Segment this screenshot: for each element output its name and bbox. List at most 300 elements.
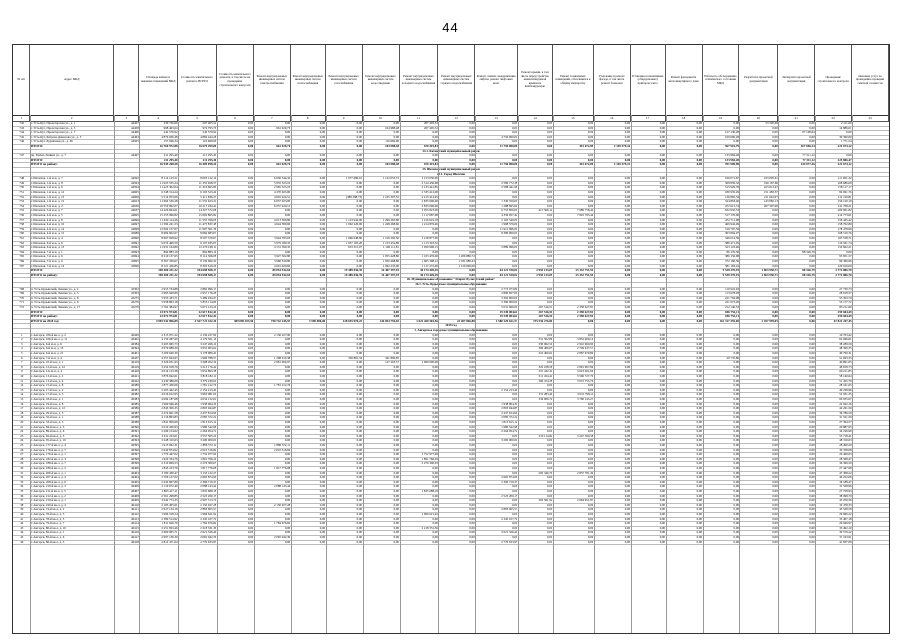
table-cell: 0,00 [547,291,553,296]
table-cell: 45694 [131,254,139,259]
table-cell: 0,00 [624,456,631,461]
table-cell: 28 490,20 [839,443,852,447]
table-cell: 0,00 [393,530,399,535]
table-cell: г. Ангарск, 84-й кв-л, д. 5 [30,424,65,429]
table-cell: 0,00 [393,470,399,475]
table-cell: 0,00 [393,295,399,300]
table-cell: 40387 [131,410,139,415]
table-cell: 194 698 508,17 [197,272,217,277]
table-cell: 0,00 [659,139,666,144]
table-cell: 23 332 751,94 [575,272,594,277]
table-cell: 0,00 [587,493,594,498]
column-number: 19 [703,115,740,121]
table-cell: 1 062 220,00 [345,222,363,227]
table-cell: 696 752,11 [725,309,739,314]
table-cell: 0,00 [469,134,475,139]
table-cell: 0,00 [547,153,553,158]
table-cell: 1 120 000,00 [458,263,475,268]
table-cell: 0,00 [512,346,518,351]
table-cell: 0,00 [733,383,739,388]
table-cell: 0,00 [284,452,291,457]
table-cell: 95 831,57 [839,254,852,259]
table-cell [115,314,139,318]
table-cell: 0,00 [512,443,518,447]
table-cell: 0,00 [696,438,703,443]
table-cell: 0,00 [469,360,475,365]
table-cell: 0,00 [624,443,631,447]
table-cell: 0,00 [247,130,254,135]
table-cell: 0,00 [512,139,518,144]
table-cell: 0,00 [624,259,631,263]
table-cell: 0,00 [809,438,815,443]
table-cell: 0,00 [659,305,666,309]
table-cell: 769 [19,291,25,296]
table-cell: 1 966 621,92 [421,512,438,516]
table-cell: 0,00 [809,245,815,250]
table-cell: 64 121 910,02 [499,272,518,277]
table-cell: 0,00 [587,484,594,489]
table-cell: 196 071,67 [725,176,739,181]
table-cell: 0,00 [247,470,254,475]
table-cell: 36 786,59 [839,410,852,415]
table-cell: 524 863,40 [725,199,739,204]
table-cell: 0,00 [809,429,815,434]
table-cell: 0,00 [696,240,703,245]
table-cell: 2 088 143,44 [273,484,291,489]
table-cell: 8 597 370,07 [200,236,217,240]
table-cell: 23 [20,433,24,438]
table-cell: 0,00 [772,144,778,148]
table-cell: 0,00 [809,341,815,346]
table-cell: 0,00 [547,415,553,420]
table-cell: 11 750 000,00 [499,144,518,148]
table-cell: 0,00 [696,420,703,424]
table-cell: ИТОГО: [30,309,44,314]
table-cell: 0,00 [284,346,291,351]
table-cell: 0,00 [469,521,475,526]
table-cell: 0,00 [547,222,553,227]
table-cell: 40385 [131,401,139,406]
table-cell: 0,00 [393,429,399,434]
table-cell: 0,00 [432,364,438,369]
table-cell: 11 664 536,28 [159,199,178,204]
table-cell: 0,00 [393,401,399,406]
table-cell: 0,00 [547,176,553,181]
table-cell: 0,00 [284,525,291,530]
table-cell: г. Ангарск, 6-й м-н, д. 15 [30,346,64,351]
table-cell: 0,00 [247,190,254,194]
table-cell: 136 865,34 [725,194,739,199]
table-cell: 752 [19,194,25,199]
table-cell: 0,00 [809,383,815,388]
table-cell: 0,00 [284,286,291,291]
table-cell: 158 702,80 [837,222,852,227]
table-cell: 701 900,98 [725,162,739,167]
table-cell: 15 [20,397,24,401]
table-cell: 0,00 [624,157,631,162]
table-cell: 0,00 [809,387,815,392]
table-cell: 0,00 [733,484,739,489]
table-cell: г. Ангарск, 15-й м-н, д. 8 [30,383,64,388]
table-cell: 0,00 [809,456,815,461]
column-number: 13 [475,115,518,121]
table-cell: 0,00 [319,530,326,535]
table-cell: 0,00 [587,479,594,484]
table-cell: 0,00 [547,387,553,392]
table-cell: 0,00 [284,397,291,401]
table-cell: 3 430 386,09 [161,378,178,383]
table-cell: 2 993 133,05 [536,272,553,277]
table-cell: 0,00 [432,346,438,351]
table-cell: 0,00 [733,397,739,401]
column-divider [631,115,632,633]
table-cell: 0,00 [512,125,518,130]
table-cell: 0,00 [587,332,594,337]
table-cell: 381 183,16 [725,263,739,268]
table-cell: 26 [20,447,24,452]
table-cell: г. Ангарск, 13-й м-н, д. 2 [30,374,64,378]
table-cell: 0,00 [319,470,326,475]
header-cell: Ремонт, замена, модернизация лифтов, ремонт лифтовых шахт [475,45,518,115]
table-cell: 3 392 600,00 [501,295,518,300]
table-cell: п. Усть-Ордынский, Ленина ул., д. 9 [30,300,79,305]
table-cell: г. Ангарск, 210-й кв-л, д. 3 [30,484,66,489]
table-cell: 2 335 412,00 [421,190,438,194]
table-cell: 31 [20,470,24,475]
table-cell: 0,00 [319,516,326,521]
table-cell: 0,00 [469,305,475,309]
table-cell: 0,00 [659,351,666,355]
table-cell: г. Шелехов, 4-й м-н, д. 8 [30,217,63,222]
table-cell: 0,00 [247,507,254,512]
table-cell: 0,00 [696,194,703,199]
table-cell: 12 [20,383,24,388]
table-cell: 1 050 468,80 [382,259,399,263]
table-cell: 0,00 [547,507,553,512]
table-cell: 0,00 [319,236,326,240]
table-cell: 0,00 [587,443,594,447]
table-cell: 0,00 [319,498,326,503]
table-cell: 0,00 [733,364,739,369]
table-cell: 0,00 [432,300,438,305]
table-cell: 40398 [131,456,139,461]
table-cell: 2 437 814,99 [200,410,217,415]
table-cell: 0,00 [696,521,703,526]
table-cell: 4 644 380,60 [273,222,291,227]
table-cell: 41 837,09 [839,539,852,544]
table-cell: 0,00 [809,226,815,231]
table-cell: 0,00 [512,341,518,346]
table-cell: 0,00 [469,309,475,314]
table-cell: 19 489 036,39 [344,272,363,277]
table-cell: 0,00 [319,157,326,162]
table-cell: 0,00 [772,470,778,475]
table-cell: 0,00 [659,443,666,447]
table-cell: 44593 [131,180,139,185]
table-cell: 0,00 [469,185,475,190]
table-cell: 55 177,72 [839,300,852,305]
table-cell: 2 315 971,22 [161,332,178,337]
table-cell: 0,00 [696,309,703,314]
header-cell: Оказание услуг по проведению проверки сметной стоимости [852,45,889,115]
column-number: 9 [326,115,363,121]
table-cell: 16 769 972,88 [159,144,178,148]
table-cell: 2 010 516,84 [200,447,217,452]
table-cell: 4 876 936,38 [161,134,178,139]
table-cell: 0,00 [624,351,631,355]
table-cell: 0,00 [393,452,399,457]
table-cell: г. Ангарск, 33-й м-н, д. 5 [30,420,64,424]
table-cell: 0,00 [432,153,438,158]
table-cell: 0,00 [469,139,475,144]
table-cell: 0,00 [356,539,363,544]
table-cell: 1 752 977,99 [200,452,217,457]
table-cell: 0,00 [512,521,518,526]
table-cell: 0,00 [659,392,666,397]
table-cell: 2 150 927,28 [273,502,291,507]
table-cell: 104 988,48 [385,144,399,148]
header-cell [114,45,139,115]
table-cell: 150 602,21 [837,245,852,250]
table-cell: 0,00 [247,447,254,452]
table-cell: 0,00 [733,332,739,337]
table-cell: 0,00 [547,484,553,489]
table-cell: 0,00 [469,429,475,434]
table-cell: 8 367 330,67 [161,259,178,263]
table-cell: г. Шелехов, 4-й м-н, д. 14 [30,226,65,231]
table-cell: 0,00 [587,153,594,158]
table-cell: 0,00 [356,291,363,296]
table-cell: 7 689 758,40 [577,208,594,213]
table-cell: 0,00 [733,516,739,521]
table-cell: 0,00 [247,176,254,181]
table-cell: 3 079 088,39 [161,346,178,351]
table-cell: 0,00 [247,286,254,291]
table-cell: 2 997 513,79 [200,498,217,503]
table-cell: 0,00 [659,226,666,231]
table-cell: 0,00 [393,498,399,503]
table-cell: 0,00 [469,512,475,516]
table-cell: 0,00 [512,364,518,369]
table-cell: 0,00 [547,512,553,516]
table-cell: 0,00 [547,254,553,259]
table-cell: 88 326,79 [802,268,815,273]
table-cell: 0,00 [247,236,254,240]
table-cell: 0,00 [319,332,326,337]
table-cell: 0,00 [247,249,254,254]
table-cell: 3 209 640,30 [161,351,178,355]
table-cell: 0,00 [319,489,326,493]
table-cell: 0,00 [469,300,475,305]
table-cell: 0,00 [284,291,291,296]
table-cell: 0,00 [547,489,553,493]
table-cell: 4 034 152,01 [200,397,217,401]
table-cell: 7 822 793,44 [577,213,594,217]
table-cell: 133 984,28 [725,153,739,158]
table-cell: 0,00 [696,157,703,162]
table-cell: 2 154 213,49 [501,387,518,392]
table-cell: 0,00 [696,180,703,185]
table-cell: 0,00 [512,461,518,466]
table-cell: 0,00 [659,535,666,539]
table-cell: 2 772 806,70 [835,272,852,277]
table-cell: г. Усть-Кут, Пролетарская ул., д. 7 [30,130,76,135]
table-cell: 0,00 [469,268,475,273]
table-cell: 0,00 [809,300,815,305]
table-cell: 0,00 [512,383,518,388]
table-cell: 0,00 [696,286,703,291]
table-cell: 0,00 [772,291,778,296]
table-cell: 0,00 [356,516,363,521]
table-cell: 0,00 [659,286,666,291]
table-cell: 0,00 [772,305,778,309]
table-cell: 0,00 [696,355,703,360]
table-cell: 0,00 [772,134,778,139]
table-cell: г. Ангарск, 206-й кв-л, д. 1 [30,470,66,475]
table-cell: 0,00 [247,479,254,484]
table-cell: 0,00 [696,470,703,475]
table-cell: 44623 [131,199,139,204]
table-cell: 0,00 [469,364,475,369]
table-cell: 0,00 [772,162,778,167]
table-cell: 0,00 [772,507,778,512]
table-cell: 11 931 164,80 [159,245,178,250]
header-cell: Проведение строительного контроля [815,45,852,115]
table-cell: 0,00 [624,374,631,378]
table-cell: 1 218 877,00 [421,236,438,240]
table-cell: 0,00 [809,318,815,323]
table-cell: 0,00 [393,433,399,438]
table-cell: 15 092 865,82 [198,213,217,217]
table-cell: 2 396 719,33 [200,479,217,484]
table-cell: 0,00 [624,217,631,222]
table-cell: 0,00 [247,387,254,392]
table-cell: 0,00 [356,125,363,130]
table-cell: 0,00 [772,222,778,227]
table-cell: 0,00 [809,203,815,208]
table-cell: 0,00 [319,176,326,181]
table-cell: 0,00 [512,502,518,507]
table-cell: 44605 [131,190,139,194]
column-divider [139,115,140,633]
table-cell: 8 003 122,19 [200,176,217,181]
table-cell: 0,00 [696,489,703,493]
table-cell: 0,00 [356,470,363,475]
table-cell: 36 174 449,29 [420,268,438,273]
table-cell: г. Шелехов, 4-й м-н, д. 10 [30,222,65,227]
table-cell: 0,00 [432,493,438,498]
table-cell: 0,00 [659,456,666,461]
table-cell: 1 105 307,52 [382,194,399,199]
table-cell: 0,00 [587,231,594,236]
table-cell: 0,00 [469,387,475,392]
column-divider [400,115,401,633]
table-cell: 0,00 [469,493,475,498]
table-cell: 0,00 [659,378,666,383]
table-cell: 0,00 [247,420,254,424]
table-cell: 2 396 719,33 [501,479,518,484]
table-cell: 469 942,49 [725,222,739,227]
table-cell: 5 390 000,00 [501,300,518,305]
table-cell: 0,00 [809,397,815,401]
table-cell: 2 803 044,85 [501,406,518,411]
table-cell: 1 216 295,50 [382,236,399,240]
table-cell: 0,00 [587,249,594,254]
table-cell: 306 474,28 [538,378,553,383]
table-cell: 244 977,36 [800,162,815,167]
table-cell: 0,00 [247,424,254,429]
table-cell: 38 [20,502,24,507]
table-cell: 2 474 601,58 [161,410,178,415]
table-cell: 0,00 [733,360,739,365]
table-cell: 1 891 766,29 [421,456,438,461]
table-cell: 99 366,96 [839,259,852,263]
table-cell: 1 841 009,69 [161,420,178,424]
table-cell: 0,00 [696,346,703,351]
table-cell: 0,00 [469,466,475,470]
table-cell: 0,00 [547,535,553,539]
table-cell: 0,00 [809,194,815,199]
table-cell: 1 022 260 503,56 [416,318,438,323]
table-cell: 2 621 326,49 [200,530,217,535]
table-cell: 0,00 [659,374,666,378]
table-cell: г. Шелехов, 1-й м-н, д. 13 [30,194,65,199]
table-cell [14,319,30,323]
table-cell: 1 886 572,11 [200,443,217,447]
table-cell: 267 516,51 [538,309,553,314]
table-cell: 40405 [131,479,139,484]
table-cell: 0,00 [624,489,631,493]
column-number: 18 [666,115,703,121]
table-cell: 8 684 683,07 [200,231,217,236]
table-cell: 0,00 [659,360,666,365]
table-cell: 1 813 615,12 [200,420,217,424]
table-cell: 0,00 [587,466,594,470]
table-cell: 19 489 036,39 [344,268,363,273]
table-cell: ИТОГО: [30,157,44,162]
table-cell: 225 806,47 [837,157,852,162]
table-cell: 2 358 627,81 [577,309,594,314]
table-cell: 0,00 [772,309,778,314]
table-cell: 0,00 [547,263,553,268]
table-cell: 133 984,28 [725,157,739,162]
table-cell: 0,00 [432,291,438,296]
table-cell: 0,00 [772,429,778,434]
table-cell: 0,00 [547,539,553,544]
table-cell: 0,00 [659,134,666,139]
table-cell: 2 773 073,89 [501,286,518,291]
column-number: 17 [631,115,666,121]
table-cell: 1 779 447,02 [161,452,178,457]
table-cell: 0,00 [356,498,363,503]
table-cell: 0,00 [659,346,666,351]
table-cell: 40389 [131,420,139,424]
table-cell: 44458 [131,125,139,130]
table-cell: 40412 [131,512,139,516]
column-divider [291,115,292,633]
table-cell: 0,00 [659,525,666,530]
table-cell: 735 536 276,86 [533,318,553,323]
table-cell: 0,00 [319,392,326,397]
table-cell: 0,00 [547,493,553,498]
table-cell: 0,00 [587,410,594,415]
table-cell: 0,00 [356,401,363,406]
table-cell: 0,00 [809,392,815,397]
table-cell: 0,00 [587,226,594,231]
table-cell: 38 289,50 [839,341,852,346]
table-cell: 9 107 935,05 [200,240,217,245]
table-cell: 0,00 [247,475,254,480]
